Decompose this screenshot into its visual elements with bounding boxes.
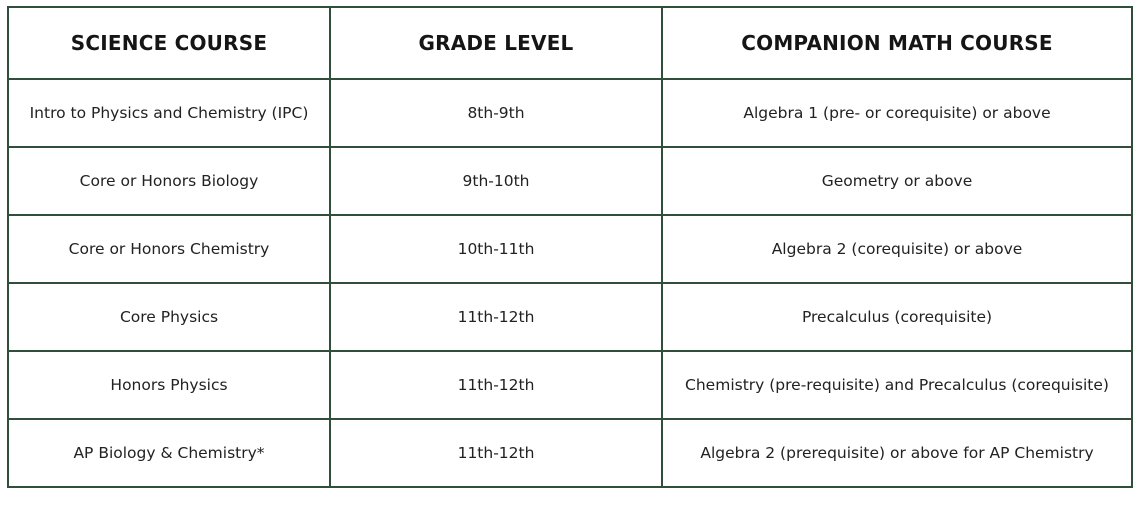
table-row bbox=[8, 215, 1132, 283]
cell-companion-math-course: Algebra 1 (pre- or corequisite) or above bbox=[662, 79, 1132, 147]
cell-science-course: Core Physics bbox=[8, 283, 330, 351]
cell-grade-level: 11th-12th bbox=[330, 283, 662, 351]
cell-science-course: AP Biology & Chemistry* bbox=[8, 419, 330, 487]
cell-science-course: Honors Physics bbox=[8, 351, 330, 419]
table-row bbox=[8, 147, 1132, 215]
course-table-container bbox=[7, 6, 1131, 511]
table-row bbox=[8, 351, 1132, 419]
header-companion-math-course: COMPANION MATH COURSE bbox=[662, 7, 1132, 79]
cell-grade-level: 9th-10th bbox=[330, 147, 662, 215]
cell-science-course: Intro to Physics and Chemistry (IPC) bbox=[8, 79, 330, 147]
cell-science-course: Core or Honors Biology bbox=[8, 147, 330, 215]
cell-companion-math-course: Chemistry (pre-requisite) and Precalculus (corequisite) bbox=[662, 351, 1132, 419]
cell-companion-math-course: Algebra 2 (prerequisite) or above for AP Chemistry bbox=[662, 419, 1132, 487]
table-row bbox=[8, 79, 1132, 147]
course-table bbox=[7, 6, 1133, 488]
cell-grade-level: 11th-12th bbox=[330, 351, 662, 419]
cell-companion-math-course: Precalculus (corequisite) bbox=[662, 283, 1132, 351]
table-header-row bbox=[8, 7, 1132, 79]
header-science-course: SCIENCE COURSE bbox=[8, 7, 330, 79]
cell-grade-level: 11th-12th bbox=[330, 419, 662, 487]
cell-grade-level: 10th-11th bbox=[330, 215, 662, 283]
cell-companion-math-course: Geometry or above bbox=[662, 147, 1132, 215]
header-grade-level: GRADE LEVEL bbox=[330, 7, 662, 79]
table-row bbox=[8, 283, 1132, 351]
table-row bbox=[8, 419, 1132, 487]
cell-science-course: Core or Honors Chemistry bbox=[8, 215, 330, 283]
cell-grade-level: 8th-9th bbox=[330, 79, 662, 147]
cell-companion-math-course: Algebra 2 (corequisite) or above bbox=[662, 215, 1132, 283]
